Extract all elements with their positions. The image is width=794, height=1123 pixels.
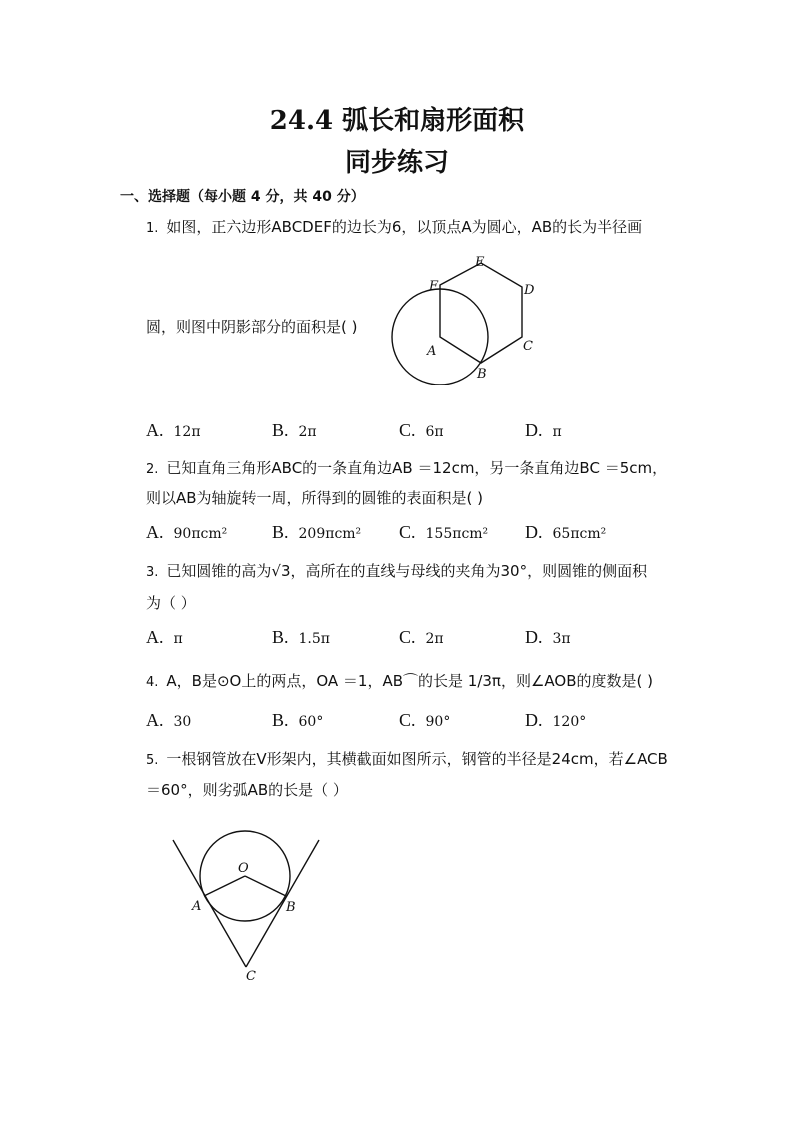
question-3-text-1: 已知圆锥的高为√3，高所在的直线与母线的夹角为30°，则圆锥的侧面积 bbox=[166, 562, 648, 580]
v-frame-figure bbox=[165, 830, 330, 990]
label-C: C bbox=[523, 339, 533, 354]
label-A: A bbox=[192, 899, 202, 914]
q2-option-b[interactable]: B. 209πcm² bbox=[272, 522, 362, 542]
section-heading: 一、选择题（每小题 4 分，共 40 分） bbox=[120, 189, 365, 205]
q2-option-c[interactable]: C. 155πcm² bbox=[399, 522, 489, 542]
question-2-text-1: 已知直角三角形ABC的一条直角边AB ＝12cm，另一条直角边BC ＝5cm， bbox=[166, 459, 668, 477]
v-left-line bbox=[173, 840, 246, 967]
question-1-line1 bbox=[146, 216, 642, 237]
radius-oa-line bbox=[204, 876, 245, 896]
question-5-line1 bbox=[146, 748, 668, 769]
q1-option-a[interactable]: A. 12π bbox=[146, 420, 201, 440]
label-D: D bbox=[524, 283, 535, 298]
question-5-text-1: 一根钢管放在V形架内，其横截面如图所示，钢管的半径是24cm，若∠ACB bbox=[166, 750, 668, 768]
q3-option-d[interactable]: D. 3π bbox=[525, 627, 571, 647]
page-subtitle: 同步练习 bbox=[344, 148, 449, 178]
question-5-text-2: ＝60°，则劣弧AB的长是（ ） bbox=[146, 781, 348, 799]
question-4-text-1: A，B是⊙O上的两点，OA ＝1，AB⌒的长是 1/3π，则∠AOB的度数是( ) bbox=[166, 672, 653, 690]
label-C: C bbox=[246, 969, 256, 984]
radius-ob-line bbox=[245, 876, 286, 896]
question-1-number: 1. bbox=[146, 221, 159, 236]
question-5-number: 5. bbox=[146, 753, 159, 768]
question-1-text-1: 如图，正六边形ABCDEF的边长为6，以顶点A为圆心，AB的长为半径画 bbox=[166, 218, 643, 236]
q3-option-c[interactable]: C. 2π bbox=[399, 627, 444, 647]
label-A: A bbox=[427, 344, 437, 359]
q3-option-b[interactable]: B. 1.5π bbox=[272, 627, 330, 647]
q4-option-c[interactable]: C. 90° bbox=[399, 710, 451, 730]
question-2-text-2: 则以AB为轴旋转一周，所得到的圆锥的表面积是( ) bbox=[146, 489, 484, 507]
page-title: 24.4 弧长和扇形面积 bbox=[269, 106, 525, 136]
label-B: B bbox=[286, 900, 296, 915]
v-right-line bbox=[246, 840, 319, 967]
question-3-line1 bbox=[146, 560, 647, 581]
q4-option-d[interactable]: D. 120° bbox=[525, 710, 587, 730]
q1-option-c[interactable]: C. 6π bbox=[399, 420, 444, 440]
question-2-number: 2. bbox=[146, 462, 159, 477]
q4-option-a[interactable]: A. 30 bbox=[146, 710, 192, 730]
q3-option-a[interactable]: A. π bbox=[146, 627, 183, 647]
q2-option-d[interactable]: D. 65πcm² bbox=[525, 522, 607, 542]
label-B: B bbox=[477, 367, 487, 382]
question-4-line1 bbox=[146, 670, 653, 691]
question-4-number: 4. bbox=[146, 675, 159, 690]
label-O: O bbox=[238, 861, 249, 876]
question-1-text-2: 圆，则图中阴影部分的面积是( ) bbox=[146, 318, 358, 336]
hexagon-circle-figure bbox=[385, 250, 545, 385]
q2-option-a[interactable]: A. 90πcm² bbox=[146, 522, 228, 542]
label-E: E bbox=[475, 255, 485, 270]
q1-option-b[interactable]: B. 2π bbox=[272, 420, 317, 440]
label-F: F bbox=[429, 279, 439, 294]
question-3-number: 3. bbox=[146, 565, 159, 580]
question-3-text-2: 为（ ） bbox=[146, 594, 196, 612]
question-2-line1 bbox=[146, 457, 667, 478]
q4-option-b[interactable]: B. 60° bbox=[272, 710, 324, 730]
q1-option-d[interactable]: D. π bbox=[525, 420, 562, 440]
